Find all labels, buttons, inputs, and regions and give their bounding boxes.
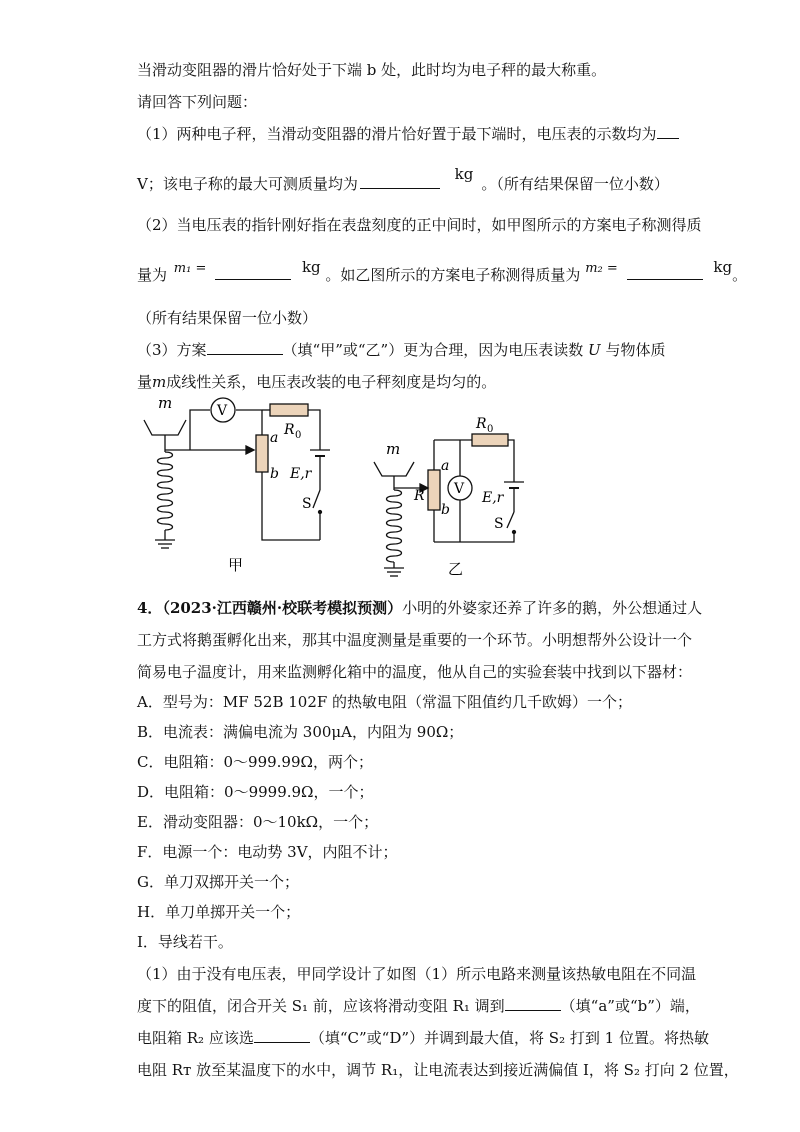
- answer-blank: [360, 174, 440, 189]
- equipment-item: C．电阻箱：0～999.99Ω，两个；: [137, 753, 373, 771]
- label-Er: E,r: [482, 490, 504, 506]
- unit-kg: kg: [301, 258, 321, 276]
- equipment-item: B．电流表：满偏电流为 300μA，内阻为 90Ω；: [137, 723, 464, 741]
- m1-label: m₁ =: [173, 261, 207, 276]
- p4-sub1-line-1: （1）由于没有电压表，甲同学设计了如图（1）所示电路来测量该热敏电阻在不同温: [137, 965, 697, 983]
- caption-yi: 乙: [448, 560, 464, 578]
- label-a: a: [270, 430, 279, 446]
- p4-text: （填“a”或“b”）端，: [560, 997, 700, 1015]
- p4-line-3: 简易电子温度计，用来监测孵化箱中的温度，他从自己的实验套装中找到以下器材：: [137, 663, 693, 681]
- intro-line-2: 请回答下列问题：: [137, 93, 258, 111]
- label-m: m: [158, 394, 173, 412]
- q2-text-b2: 。如乙图所示的方案电子称测得质量为: [325, 266, 581, 284]
- m2-label: m₂ =: [585, 261, 618, 276]
- q1-line-a: [137, 124, 679, 144]
- answer-blank: [254, 1028, 310, 1043]
- q3-text-a3: 与物体质: [605, 341, 666, 359]
- equipment-item: H．单刀单掷开关一个；: [137, 903, 301, 921]
- answer-blank: [627, 265, 703, 280]
- label-R0-sub: 0: [487, 424, 494, 435]
- equipment-item: A．型号为：MF 52B 102F 的热敏电阻（常温下阻值约几千欧姆）一个；: [137, 693, 633, 711]
- answer-blank: [505, 996, 561, 1011]
- label-b: b: [270, 466, 279, 482]
- q1-text-b2: 。（所有结果保留一位小数）: [481, 175, 669, 193]
- q1-text-b1: V；该电子称的最大可测质量均为: [137, 175, 358, 193]
- p4-sub1-line-2: [137, 996, 700, 1016]
- p4-line-1: [137, 598, 702, 618]
- label-Er: E,r: [290, 466, 312, 482]
- p4-text: 度下的阻值，闭合开关 S₁ 前，应该将滑动变阻 R₁ 调到: [137, 997, 505, 1015]
- equipment-item: D．电阻箱：0～9999.9Ω，一个；: [137, 783, 374, 801]
- answer-blank: [207, 340, 283, 355]
- p4-text-1: 小明的外婆家还养了许多的鹅，外公想通过人: [402, 599, 703, 617]
- equipment-item: E．滑动变阻器：0～10kΩ，一个；: [137, 813, 379, 831]
- label-S: S: [302, 496, 312, 512]
- unit-kg: kg: [713, 258, 733, 276]
- p4-sub1-line-4: 电阻 Rᴛ 放至某温度下的水中，调节 R₁，让电流表达到接近满偏值 I，将 S₂ 打向 2 位置，: [137, 1061, 739, 1079]
- equipment-item: G．单刀双掷开关一个；: [137, 873, 299, 891]
- q3-text-b2: 成线性关系，电压表改装的电子秤刻度是均匀的。: [166, 373, 497, 391]
- label-b: b: [441, 502, 450, 518]
- equipment-item: I．导线若干。: [137, 933, 233, 951]
- voltmeter-label: V: [454, 481, 465, 497]
- q2-text-b1: 量为: [137, 266, 168, 284]
- label-R: R: [414, 488, 425, 504]
- q3-text-b1: 量: [137, 373, 153, 391]
- label-R0: R: [476, 416, 487, 432]
- var-m: m: [152, 373, 167, 391]
- caption-jia: 甲: [228, 556, 244, 574]
- p4-sub1-line-3: [137, 1028, 709, 1048]
- q2-end: 。: [732, 266, 748, 284]
- q2-line-c: （所有结果保留一位小数）: [137, 309, 318, 327]
- q3-line-a: [137, 340, 665, 360]
- q3-text-a2: （填“甲”或“乙”）更为合理，因为电压表读数: [282, 341, 584, 359]
- label-m: m: [386, 440, 401, 458]
- label-a: a: [441, 458, 450, 474]
- unit-kg: kg: [454, 165, 474, 183]
- label-R0-sub: 0: [295, 430, 302, 441]
- q2-line-a: （2）当电压表的指针刚好指在表盘刻度的正中间时，如甲图所示的方案电子称测得质: [137, 216, 702, 234]
- q3-text-a1: （3）方案: [137, 341, 207, 359]
- intro-line-1: 当滑动变阻器的滑片恰好处于下端 b 处，此时均为电子秤的最大称重。: [137, 61, 607, 79]
- p4-number: 4．: [137, 599, 163, 617]
- label-R0: R: [284, 422, 295, 438]
- label-S: S: [494, 516, 504, 532]
- var-U: U: [588, 341, 601, 359]
- voltmeter-label: V: [217, 403, 228, 419]
- p4-text: （填“C”或“D”）并调到最大值，将 S₂ 打到 1 位置。将热敏: [309, 1029, 709, 1047]
- answer-blank: [657, 124, 679, 139]
- q1-text-a: （1）两种电子秤，当滑动变阻器的滑片恰好置于最下端时，电压表的示数均为: [137, 125, 657, 143]
- p4-line-2: 工方式将鹅蛋孵化出来，那其中温度测量是重要的一个环节。小明想帮外公设计一个: [137, 631, 693, 649]
- q3-line-b: [137, 372, 496, 392]
- equipment-item: F．电源一个：电动势 3V，内阻不计；: [137, 843, 398, 861]
- q1-line-b: [137, 165, 669, 194]
- circuit-figure: [130, 390, 550, 590]
- p4-source-tag: （2023·江西赣州·校联考模拟预测）: [162, 599, 403, 617]
- q2-line-b: [137, 258, 748, 287]
- answer-blank: [215, 265, 291, 280]
- p4-text: 电阻箱 R₂ 应该选: [137, 1029, 254, 1047]
